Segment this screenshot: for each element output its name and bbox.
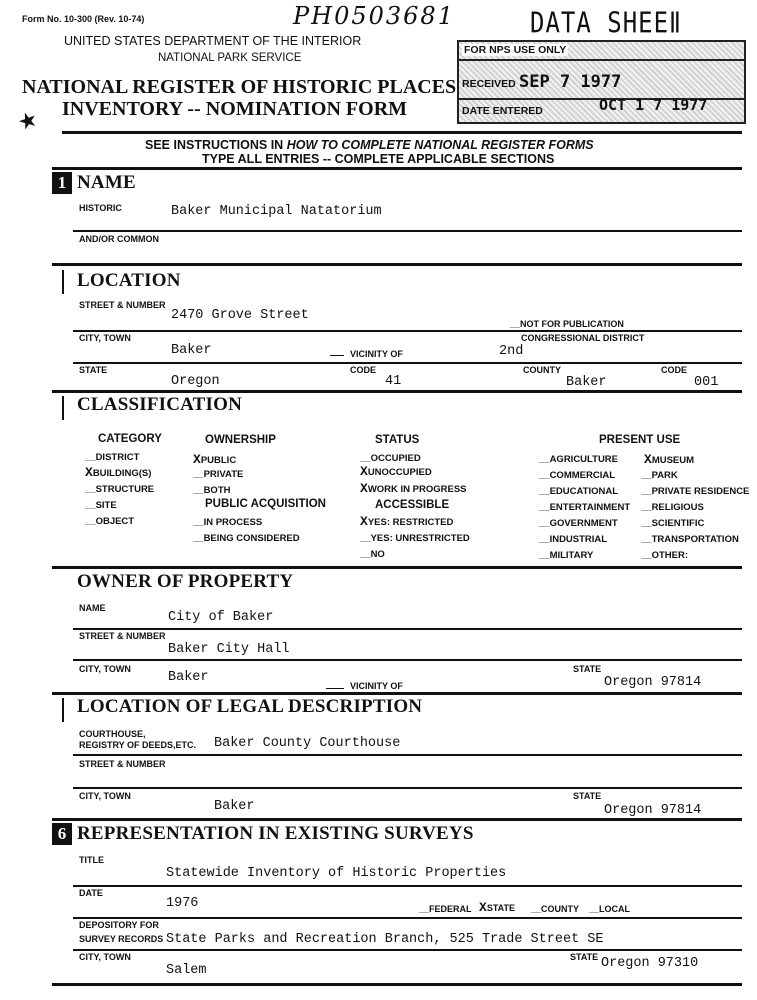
use-government: __GOVERNMENT (539, 518, 618, 529)
section-number-6: 6 (52, 823, 72, 845)
owner-vicinity-label: VICINITY OF (350, 681, 403, 691)
use-museum (644, 452, 694, 467)
accessible-restricted-label: YES: RESTRICTED (367, 517, 454, 528)
accessible-header: ACCESSIBLE (375, 499, 450, 511)
department-name: UNITED STATES DEPARTMENT OF THE INTERIOR (64, 34, 362, 48)
use-religious: __RELIGIOUS (641, 502, 704, 513)
courthouse-value: Baker County Courthouse (214, 736, 401, 751)
section-surveys-title: REPRESENTATION IN EXISTING SURVEYS (77, 823, 474, 844)
acquisition-being-considered: __BEING CONSIDERED (193, 533, 300, 544)
category-structure: __STRUCTURE (85, 484, 155, 495)
congressional-district-value: 2nd (499, 344, 524, 359)
status-header: STATUS (375, 434, 420, 446)
handwritten-reference: PH0503681 (293, 2, 455, 30)
location-state-label: STATE (79, 365, 108, 375)
historic-label: HISTORIC (79, 203, 122, 213)
check-mark-icon: X (360, 464, 368, 479)
present-use-header: PRESENT USE (599, 434, 681, 446)
section-legal-title: LOCATION OF LEGAL DESCRIPTION (77, 696, 423, 717)
survey-local: __LOCAL (589, 904, 631, 914)
owner-state-value: Oregon 97814 (604, 675, 702, 690)
depository-label-2: SURVEY RECORDS (79, 934, 164, 944)
owner-street-value: Baker City Hall (168, 642, 290, 657)
location-city-label: CITY, TOWN (79, 333, 131, 343)
use-private-residence: __PRIVATE RESIDENCE (641, 486, 750, 497)
category-site: __SITE (85, 500, 117, 511)
use-scientific: __SCIENTIFIC (641, 518, 705, 529)
category-district: __DISTRICT (85, 452, 140, 463)
status-occupied: __OCCUPIED (360, 453, 421, 464)
use-transportation: __TRANSPORTATION (641, 534, 739, 545)
ownership-both: __BOTH (193, 485, 231, 496)
courthouse-label: COURTHOUSE, (79, 729, 146, 739)
survey-date-value: 1976 (166, 896, 199, 911)
registry-label: REGISTRY OF DEEDS,ETC. (79, 740, 197, 750)
survey-state-value: Oregon 97310 (601, 956, 699, 971)
section-classification-title: CLASSIFICATION (77, 394, 243, 415)
owner-city-value: Baker (168, 670, 209, 685)
use-agriculture: __AGRICULTURE (539, 454, 618, 465)
owner-street-label: STREET & NUMBER (79, 631, 166, 641)
location-street-value: 2470 Grove Street (171, 308, 309, 323)
accessible-no: __NO (360, 549, 385, 560)
data-sheet-stamp: DATA SHEEⅡ (530, 6, 682, 40)
ownership-private: __PRIVATE (193, 469, 244, 480)
section-owner-title: OWNER OF PROPERTY (77, 571, 294, 592)
category-building-label: BUILDING(S) (92, 468, 152, 479)
category-building (85, 465, 151, 480)
service-name: NATIONAL PARK SERVICE (158, 52, 302, 64)
form-number: Form No. 10-300 (Rev. 10-74) (22, 14, 145, 24)
check-mark-icon: X (360, 481, 368, 496)
instructions-title: HOW TO COMPLETE NATIONAL REGISTER FORMS (286, 138, 594, 152)
owner-state-label: STATE (573, 664, 602, 674)
location-state-value: Oregon (171, 374, 220, 389)
use-park: __PARK (641, 470, 678, 481)
status-unoccupied (360, 464, 432, 479)
survey-county: __COUNTY (531, 904, 580, 914)
state-code-value: 41 (385, 374, 402, 389)
received-label: RECEIVED (462, 78, 516, 90)
margin-mark-icon: ★ (14, 105, 42, 136)
location-vicinity-label: VICINITY OF (350, 349, 403, 359)
accessible-restricted (360, 514, 453, 529)
owner-name-label: NAME (79, 603, 106, 613)
depository-label-1: DEPOSITORY FOR (79, 920, 159, 930)
section-number-1: 1 (52, 172, 72, 194)
survey-title-value: Statewide Inventory of Historic Properties (166, 866, 507, 881)
received-date: SEP 7 1977 (519, 72, 622, 92)
section-name-title: NAME (77, 172, 136, 193)
date-entered-value: OCT 1 7 1977 (599, 96, 708, 114)
location-street-label: STREET & NUMBER (79, 300, 166, 310)
use-educational: __EDUCATIONAL (539, 486, 618, 497)
survey-state-label: STATE (486, 903, 515, 913)
owner-city-label: CITY, TOWN (79, 664, 131, 674)
status-work-label: WORK IN PROGRESS (367, 484, 467, 495)
form-title-2: INVENTORY -- NOMINATION FORM (62, 98, 408, 120)
status-unoccupied-label: UNOCCUPIED (367, 467, 432, 478)
congressional-district-label: CONGRESSIONAL DISTRICT (521, 333, 645, 343)
survey-state-label-field: STATE (570, 952, 599, 962)
survey-date-label: DATE (79, 888, 103, 898)
survey-city-label: CITY, TOWN (79, 952, 131, 962)
check-mark-icon: X (360, 514, 368, 529)
ownership-public (193, 452, 236, 467)
county-value: Baker (566, 375, 607, 390)
county-label: COUNTY (523, 365, 561, 375)
date-entered-label: DATE ENTERED (462, 105, 543, 117)
instructions-line-1 (145, 138, 594, 152)
status-work-in-progress (360, 481, 467, 496)
county-code-label: CODE (661, 365, 688, 375)
survey-title-label: TITLE (79, 855, 104, 865)
owner-name-value: City of Baker (168, 610, 274, 625)
legal-street-label: STREET & NUMBER (79, 759, 166, 769)
survey-city-value: Salem (166, 963, 207, 978)
survey-state (479, 900, 515, 915)
historic-value: Baker Municipal Natatorium (171, 204, 382, 219)
use-industrial: __INDUSTRIAL (539, 534, 608, 545)
county-code-value: 001 (694, 375, 719, 390)
legal-city-label: CITY, TOWN (79, 791, 131, 801)
instructions-line-2: TYPE ALL ENTRIES -- COMPLETE APPLICABLE SECTIONS (202, 152, 555, 166)
instructions-prefix: SEE INSTRUCTIONS IN (145, 138, 287, 152)
use-military: __MILITARY (539, 550, 594, 561)
depository-value: State Parks and Recreation Branch, 525 Trade Street SE (166, 932, 604, 947)
nps-use-box (457, 40, 746, 124)
form-title-1: NATIONAL REGISTER OF HISTORIC PLACES (22, 76, 457, 98)
ownership-public-label: PUBLIC (200, 455, 237, 466)
check-mark-icon: X (644, 452, 652, 467)
check-mark-icon: X (479, 900, 487, 915)
use-museum-label: MUSEUM (651, 455, 695, 466)
ownership-header: OWNERSHIP (205, 434, 276, 446)
check-mark-icon: X (85, 465, 93, 480)
legal-state-label: STATE (573, 791, 602, 801)
common-label: AND/OR COMMON (79, 234, 159, 244)
acquisition-in-process: __IN PROCESS (193, 517, 263, 528)
legal-city-value: Baker (214, 799, 255, 814)
use-commercial: __COMMERCIAL (539, 470, 616, 481)
public-acquisition-header: PUBLIC ACQUISITION (205, 498, 326, 510)
location-city-value: Baker (171, 343, 212, 358)
category-header: CATEGORY (98, 433, 162, 445)
check-mark-icon: X (193, 452, 201, 467)
section-location-title: LOCATION (77, 270, 181, 291)
use-entertainment: __ENTERTAINMENT (539, 502, 631, 513)
state-code-label: CODE (350, 365, 377, 375)
accessible-unrestricted: __YES: UNRESTRICTED (360, 533, 470, 544)
legal-state-value: Oregon 97814 (604, 803, 702, 818)
use-other: __OTHER: (641, 550, 688, 561)
survey-federal: __FEDERAL (419, 904, 472, 914)
not-for-publication: __NOT FOR PUBLICATION (510, 319, 624, 329)
nps-use-label: FOR NPS USE ONLY (464, 44, 567, 56)
category-object: __OBJECT (85, 516, 135, 527)
